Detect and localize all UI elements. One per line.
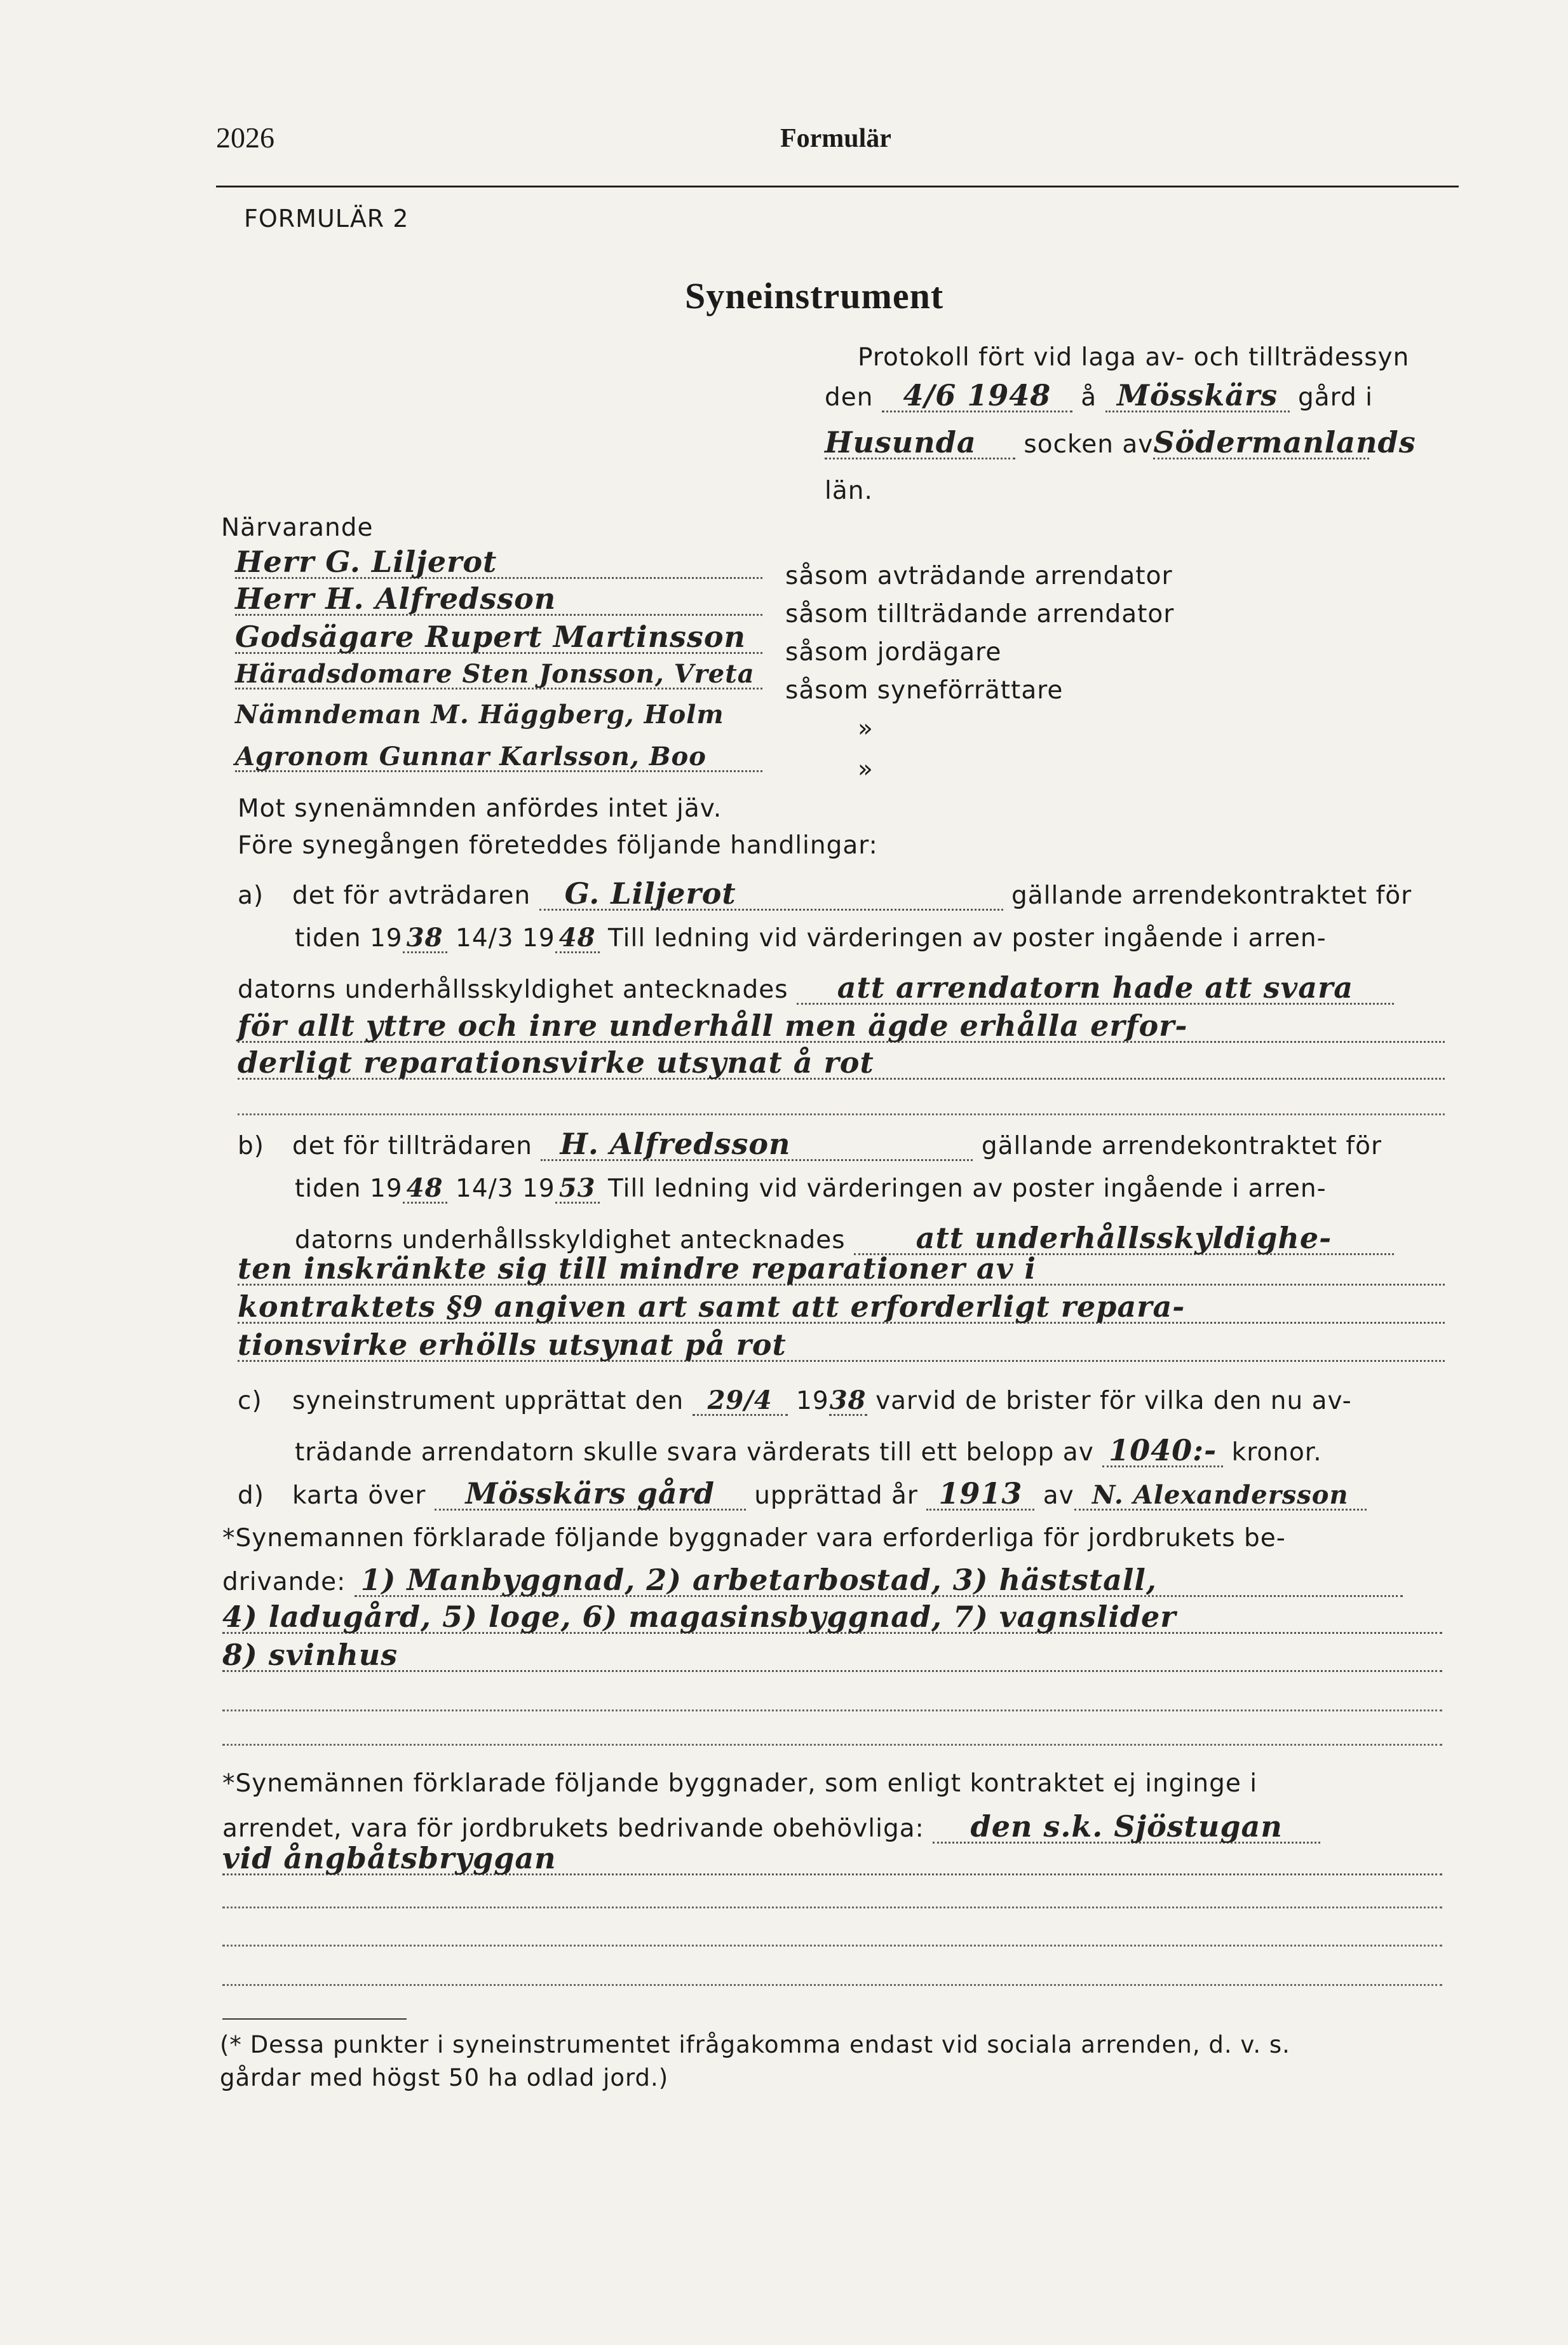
present-heading: Närvarande bbox=[221, 513, 374, 542]
section-b-note-2: ten inskränkte sig till mindre reparationer av i bbox=[238, 1253, 1445, 1286]
protocol-line1: Protokoll fört vid laga av- och tillträdessyn bbox=[858, 343, 1410, 372]
unneeded-blank-line-2 bbox=[222, 1945, 1442, 1947]
needed-blank-line-2 bbox=[222, 1744, 1442, 1746]
document-title: Syneinstrument bbox=[685, 275, 944, 316]
section-c-letter: c) bbox=[238, 1387, 262, 1415]
section-c-line2-prefix: trädande arrendatorn skulle svara värderats till ett belopp av bbox=[295, 1438, 1094, 1467]
a-label: å bbox=[1081, 383, 1097, 412]
section-a-note-1: att arrendatorn hade att svara bbox=[797, 972, 1394, 1005]
present-role-3: såsom jordägare bbox=[785, 638, 1002, 667]
present-role-1: såsom avträdande arrendator bbox=[785, 562, 1173, 590]
socken-label: socken av bbox=[1024, 430, 1154, 459]
section-d-mid: upprättad år bbox=[754, 1481, 918, 1510]
protocol-line3 bbox=[825, 425, 1416, 459]
present-name-4: Häradsdomare Sten Jonsson, Vreta bbox=[235, 661, 762, 690]
footnote-rule bbox=[222, 2018, 407, 2020]
section-b-suffix: gällande arrendekontraktet för bbox=[981, 1132, 1382, 1160]
section-c-amount: 1040:- bbox=[1102, 1435, 1223, 1467]
present-role-4: såsom syneförrättare bbox=[785, 676, 1064, 705]
present-role-2: såsom tillträdande arrendator bbox=[785, 600, 1175, 629]
protocol-line2 bbox=[825, 380, 1373, 412]
section-b-note-4: tionsvirke erhölls utsynat på rot bbox=[238, 1329, 1445, 1362]
section-c-suffix: varvid de brister för vilka den nu av- bbox=[875, 1387, 1352, 1415]
running-title: Formulär bbox=[780, 124, 891, 153]
needed-buildings-list-2: 4) ladugård, 5) loge, 6) magasinsbyggnad, 7) vagnslider bbox=[222, 1601, 1442, 1634]
section-a-line3 bbox=[238, 972, 1394, 1005]
present-role-6: » bbox=[858, 755, 874, 784]
section-c-line2 bbox=[295, 1435, 1322, 1467]
section-b-letter: b) bbox=[238, 1132, 264, 1160]
section-a-name: G. Liljerot bbox=[539, 878, 1003, 911]
section-b-year-from: 48 bbox=[403, 1175, 447, 1204]
section-d-year: 1913 bbox=[926, 1478, 1034, 1511]
section-a-line2 bbox=[295, 924, 1327, 953]
county-name: Södermanlands bbox=[1153, 425, 1416, 459]
needed-buildings-list-3: 8) svinhus bbox=[222, 1640, 1442, 1672]
section-d-letter: d) bbox=[238, 1481, 264, 1510]
present-name-6: Agronom Gunnar Karlsson, Boo bbox=[235, 744, 762, 772]
present-role-5: » bbox=[858, 714, 874, 743]
section-b-line3-prefix: datorns underhållsskyldighet antecknades bbox=[295, 1226, 846, 1254]
section-a-prefix: det för avträdaren bbox=[292, 881, 531, 910]
section-a-rest: Till ledning vid värderingen av poster ingående i arren- bbox=[608, 924, 1327, 953]
section-a-tiden: tiden 19 bbox=[295, 924, 403, 953]
needed-buildings-prefix: drivande: bbox=[222, 1568, 346, 1596]
section-c-line1 bbox=[238, 1387, 1352, 1416]
section-a-year-from: 38 bbox=[403, 925, 447, 953]
den-label: den bbox=[825, 383, 874, 412]
section-b-name: H. Alfredsson bbox=[541, 1129, 973, 1161]
section-d-line1 bbox=[238, 1478, 1367, 1511]
form-label: FORMULÄR 2 bbox=[244, 205, 409, 233]
needed-buildings-line2 bbox=[222, 1565, 1403, 1597]
section-b-rest: Till ledning vid värderingen av poster ingående i arren- bbox=[608, 1174, 1327, 1203]
section-c-year: 38 bbox=[829, 1385, 867, 1415]
footnote-line1: (* Dessa punkter i syneinstrumentet ifrågakomma endast vid sociala arrenden, d. v. s. bbox=[220, 2031, 1290, 2058]
header-rule bbox=[216, 186, 1459, 187]
section-c-year-prefix: 19 bbox=[796, 1387, 829, 1415]
present-name-3: Godsägare Rupert Martinsson bbox=[235, 622, 762, 654]
section-a-line1 bbox=[238, 878, 1412, 911]
section-a-mid: 14/3 19 bbox=[456, 924, 555, 953]
page-number: 2026 bbox=[216, 121, 274, 154]
protocol-date: 4/6 1948 bbox=[882, 380, 1072, 412]
section-a-letter: a) bbox=[238, 881, 264, 910]
section-d-av: av bbox=[1043, 1481, 1074, 1510]
present-name-1: Herr G. Liljerot bbox=[235, 547, 762, 579]
farm-name: Mösskärs bbox=[1105, 380, 1290, 412]
section-b-line3 bbox=[295, 1223, 1394, 1255]
unneeded-buildings-list-2: vid ångbåtsbryggan bbox=[222, 1843, 1442, 1875]
section-b-mid: 14/3 19 bbox=[456, 1174, 555, 1203]
section-b-prefix: det för tillträdaren bbox=[292, 1132, 533, 1160]
section-b-tiden: tiden 19 bbox=[295, 1174, 403, 1203]
section-d-subject: Mösskärs gård bbox=[435, 1478, 746, 1511]
needed-buildings-list-1: 1) Manbyggnad, 2) arbetarbostad, 3) häststall, bbox=[355, 1565, 1403, 1597]
section-c-prefix: syneinstrument upprättat den bbox=[292, 1387, 684, 1415]
parish-name: Husunda bbox=[825, 427, 1015, 459]
section-b-line2 bbox=[295, 1174, 1327, 1204]
footnote-line2: gårdar med högst 50 ha odlad jord.) bbox=[220, 2064, 669, 2091]
present-name-5: Nämndeman M. Häggberg, Holm bbox=[235, 700, 724, 730]
section-b-line1 bbox=[238, 1129, 1382, 1161]
section-c-kronor: kronor. bbox=[1231, 1438, 1322, 1467]
section-b-note-1: att underhållsskyldighe- bbox=[854, 1223, 1394, 1255]
section-b-year-to: 53 bbox=[555, 1175, 600, 1204]
unneeded-buildings-line2 bbox=[222, 1811, 1320, 1844]
gard-label: gård i bbox=[1298, 383, 1373, 412]
section-b-note-3: kontraktets §9 angiven art samt att erforderligt repara- bbox=[238, 1291, 1445, 1324]
section-c-date: 29/4 bbox=[693, 1387, 788, 1416]
jav-statement: Mot synenämnden anfördes intet jäv. bbox=[238, 794, 722, 823]
unneeded-buildings-prefix: arrendet, vara för jordbrukets bedrivande obehövliga: bbox=[222, 1814, 924, 1843]
section-d-author: N. Alexandersson bbox=[1074, 1482, 1367, 1511]
unneeded-buildings-line1: *Synemännen förklarade följande byggnader, som enligt kontraktet ej inginge i bbox=[222, 1769, 1258, 1798]
documents-intro: Före synegången företeddes följande handlingar: bbox=[238, 831, 878, 860]
needed-buildings-line1: *Synemannen förklarade följande byggnader vara erforderliga för jordbrukets be- bbox=[222, 1524, 1286, 1553]
section-a-line3-prefix: datorns underhållsskyldighet antecknades bbox=[238, 975, 788, 1004]
needed-blank-line-1 bbox=[222, 1709, 1442, 1711]
present-name-2: Herr H. Alfredsson bbox=[235, 583, 762, 616]
section-a-year-to: 48 bbox=[555, 925, 600, 953]
section-d-prefix: karta över bbox=[292, 1481, 426, 1510]
unneeded-buildings-list-1: den s.k. Sjöstugan bbox=[933, 1811, 1320, 1844]
section-a-suffix: gällande arrendekontraktet för bbox=[1011, 881, 1412, 910]
lan-label: län. bbox=[825, 477, 873, 505]
unneeded-blank-line-3 bbox=[222, 1984, 1442, 1986]
section-a-note-3: derligt reparationsvirke utsynat å rot bbox=[238, 1047, 1445, 1080]
section-a-blank-line bbox=[238, 1113, 1445, 1115]
section-a-note-2: för allt yttre och inre underhåll men ägde erhålla erfor- bbox=[238, 1010, 1445, 1043]
unneeded-blank-line-1 bbox=[222, 1907, 1442, 1908]
